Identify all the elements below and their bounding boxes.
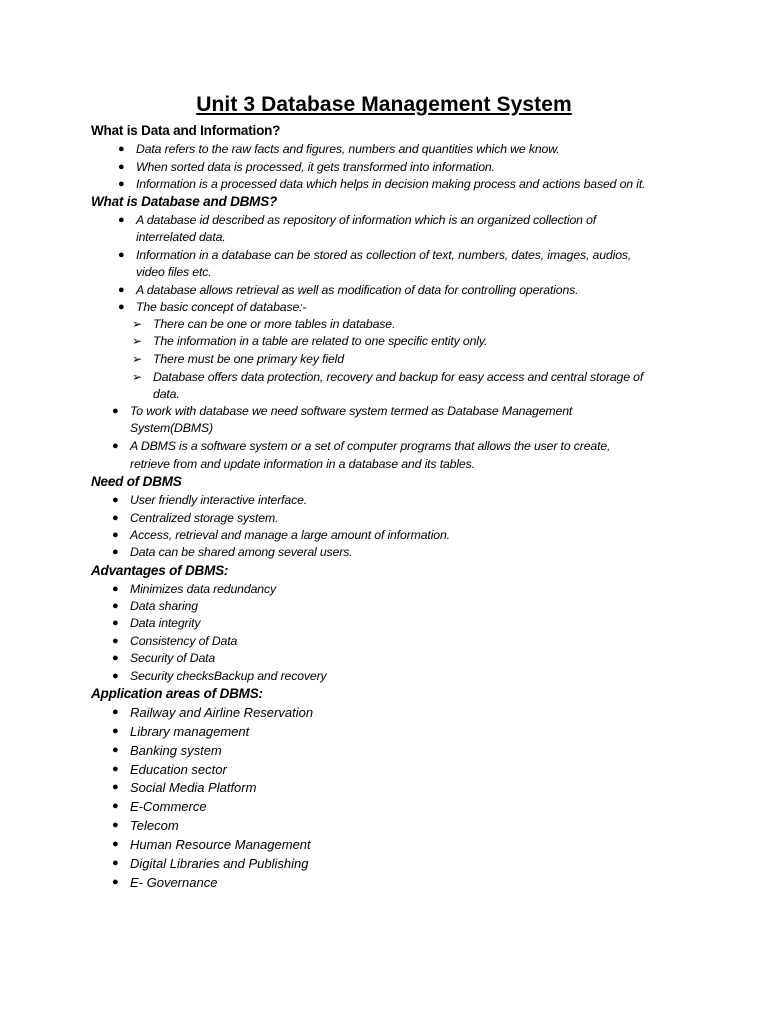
bullet-icon: ● xyxy=(112,405,119,417)
list-item-line: Information in a database can be stored as collection of text, numbers, dates, images, audios, xyxy=(136,248,632,262)
bullet-icon: ● xyxy=(112,440,119,452)
list-item: Telecom xyxy=(130,818,179,833)
list-item: Social Media Platform xyxy=(130,780,257,795)
list-item: Data integrity xyxy=(130,616,201,630)
list-item: Security of Data xyxy=(130,651,216,665)
bullet-icon: ● xyxy=(112,670,119,682)
section-heading-need: Need of DBMS xyxy=(91,474,182,489)
sub-list-item: Database offers data protection, recovery and backup for easy access and central storage of xyxy=(153,370,644,384)
list-item: Banking system xyxy=(130,743,222,758)
list-item: Centralized storage system. xyxy=(130,511,279,525)
sub-list-item: There must be one primary key field xyxy=(153,352,344,366)
bullet-icon: ● xyxy=(112,706,119,718)
list-item: When sorted data is processed, it gets transformed into information. xyxy=(136,160,495,174)
arrowhead-icon: ➢ xyxy=(132,334,143,348)
list-item-line: System(DBMS) xyxy=(130,421,213,435)
list-item: Data refers to the raw facts and figures, numbers and quantities which we know. xyxy=(136,142,560,156)
sub-list-item: data. xyxy=(153,387,180,401)
bullet-icon: ● xyxy=(112,763,119,775)
bullet-icon: ● xyxy=(112,583,119,595)
list-item: Security checksBackup and recovery xyxy=(130,669,327,683)
bullet-icon: ● xyxy=(112,617,119,629)
section-heading-database: What is Database and DBMS? xyxy=(91,194,278,209)
page-title: Unit 3 Database Management System xyxy=(196,93,572,116)
section-heading-advantages: Advantages of DBMS: xyxy=(91,563,229,578)
bullet-icon: ● xyxy=(118,249,125,261)
sub-list-item: There can be one or more tables in database. xyxy=(153,317,396,331)
list-item: Education sector xyxy=(130,762,227,777)
list-item-line: The basic concept of database:- xyxy=(136,300,307,314)
bullet-icon: ● xyxy=(118,161,125,173)
arrowhead-icon: ➢ xyxy=(132,317,143,331)
list-item: E-Commerce xyxy=(130,799,207,814)
bullet-icon: ● xyxy=(112,635,119,647)
bullet-icon: ● xyxy=(112,600,119,612)
arrowhead-icon: ➢ xyxy=(132,370,143,384)
bullet-icon: ● xyxy=(112,512,119,524)
bullet-icon: ● xyxy=(112,800,119,812)
section-heading-applications: Application areas of DBMS: xyxy=(91,686,263,701)
list-item: Digital Libraries and Publishing xyxy=(130,856,309,871)
list-item-line: interrelated data. xyxy=(136,230,226,244)
list-item: Data can be shared among several users. xyxy=(130,545,353,559)
bullet-icon: ● xyxy=(112,652,119,664)
bullet-icon: ● xyxy=(118,214,125,226)
list-item-line: A DBMS is a software system or a set of computer programs that allows the user to create, xyxy=(130,439,611,453)
bullet-icon: ● xyxy=(112,838,119,850)
bullet-icon: ● xyxy=(112,819,119,831)
list-item-line: retrieve from and update information in a database and its tables. xyxy=(130,457,475,471)
sub-list-item: The information in a table are related to one specific entity only. xyxy=(153,334,488,348)
list-item-line: To work with database we need software system termed as Database Management xyxy=(130,404,573,418)
bullet-icon: ● xyxy=(112,546,119,558)
bullet-icon: ● xyxy=(118,284,125,296)
list-item: User friendly interactive interface. xyxy=(130,493,308,507)
list-item: Library management xyxy=(130,724,250,739)
bullet-icon: ● xyxy=(112,744,119,756)
bullet-icon: ● xyxy=(112,876,119,888)
bullet-icon: ● xyxy=(118,178,125,190)
list-item: Data sharing xyxy=(130,599,198,613)
bullet-icon: ● xyxy=(112,857,119,869)
arrowhead-icon: ➢ xyxy=(132,352,143,366)
bullet-icon: ● xyxy=(118,301,125,313)
bullet-icon: ● xyxy=(112,725,119,737)
section-heading-data-info: What is Data and Information? xyxy=(91,123,281,138)
bullet-icon: ● xyxy=(118,143,125,155)
list-item: Information is a processed data which helps in decision making process and actions based on it. xyxy=(136,177,646,191)
bullet-icon: ● xyxy=(112,494,119,506)
list-item-line: video files etc. xyxy=(136,265,212,279)
list-item: Minimizes data redundancy xyxy=(130,582,276,596)
list-item: Human Resource Management xyxy=(130,837,311,852)
list-item-line: A database id described as repository of information which is an organized collection of xyxy=(136,213,597,227)
list-item-line: A database allows retrieval as well as modification of data for controlling operations. xyxy=(136,283,579,297)
list-item: E- Governance xyxy=(130,875,218,890)
bullet-icon: ● xyxy=(112,781,119,793)
list-item: Access, retrieval and manage a large amount of information. xyxy=(130,528,450,542)
list-item: Railway and Airline Reservation xyxy=(130,705,314,720)
bullet-icon: ● xyxy=(112,529,119,541)
list-item: Consistency of Data xyxy=(130,634,238,648)
